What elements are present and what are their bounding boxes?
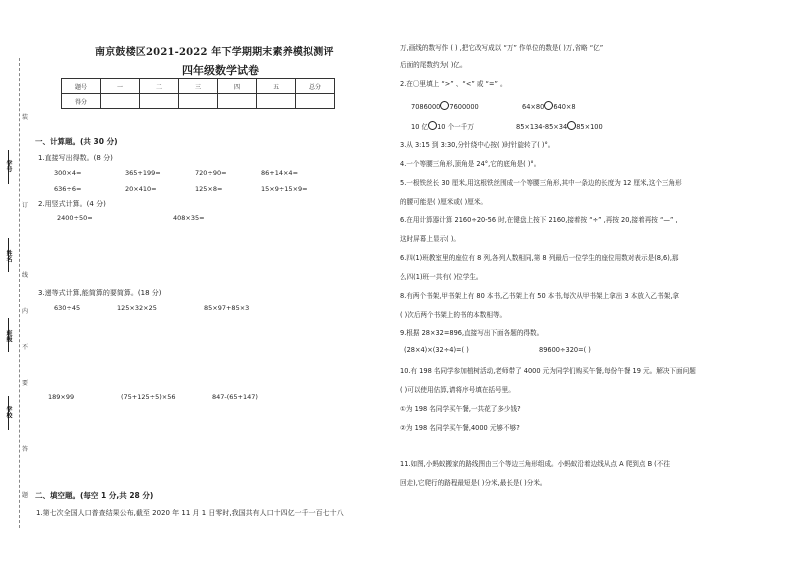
compare-circle[interactable]	[428, 121, 437, 130]
q3: 3.从 3:15 到 3:30,分针绕中心按( )时针旋转了( )°。	[400, 141, 555, 149]
binding-dashed-line	[19, 58, 20, 528]
compare-left: 7086000	[411, 103, 441, 111]
calc-item: 365+199=	[125, 169, 161, 177]
calc-item: 636÷6=	[54, 185, 82, 193]
binding-label-student-id: 学号	[5, 160, 12, 172]
q9-item: 89600÷320=( )	[539, 346, 591, 354]
score-cell: 题号	[62, 79, 101, 94]
calc-item: 85×97+85×3	[204, 304, 250, 312]
score-cell: 五	[257, 79, 296, 94]
exam-subtitle: 四年级数学试卷	[182, 64, 259, 77]
score-cell: 三	[179, 79, 218, 94]
q10-line1: 10.有 198 名同学参加植树活动,老师带了 4000 元为同学们购买午餐,每份午餐 19 元。解决下面问题	[400, 367, 696, 375]
q5-line1: 5.一根铁丝长 30 厘米,用这根铁丝围成一个等腰三角形,其中一条边的长度为 12 厘米,这个三角形	[400, 179, 682, 187]
compare-left: 85×134-85×34	[516, 123, 568, 131]
calc-item: 720÷90=	[195, 169, 227, 177]
q8-line2: ( )次后两个书架上的书的本数相等。	[400, 311, 507, 319]
score-table	[61, 78, 335, 109]
score-cell: 得分	[62, 94, 101, 109]
section2-q1-start: 1.第七次全国人口普查结果公布,截至 2020 年 11 月 1 日零时,我国共有人口十四亿一千一百七十八	[36, 509, 344, 517]
calc-item: 847-(65+147)	[212, 393, 258, 401]
calc-item: 125×32×25	[117, 304, 157, 312]
q7-line1: 6.四(1)班教室里的座位有 8 列,各列人数相同,第 8 列最后一位学生的座位用数对表示是(8,6),那	[400, 254, 679, 262]
calc-item: (75+125÷5)×56	[121, 393, 176, 401]
compare-right: 10 个一千万	[437, 123, 474, 131]
q4: 4.一个等腰三角形,顶角是 24°,它的底角是( )°。	[400, 160, 541, 168]
q9-item: (28×4)×(32÷4)=( )	[404, 346, 469, 354]
score-input-cell	[101, 94, 140, 109]
calc-item: 86+14×4=	[261, 169, 299, 177]
section1-q2-title: 2.用竖式计算。(4 分)	[38, 200, 106, 208]
exam-title: 南京鼓楼区2021-2022 年下学期期末素养模拟测评	[95, 47, 334, 58]
compare-row-1b	[522, 101, 576, 111]
calc-item: 189×99	[48, 393, 75, 401]
q8-line1: 8.有两个书架,甲书架上有 80 本书,乙书架上有 50 本书,每次从甲书架上拿出 3 本放入乙书架,拿	[400, 292, 680, 300]
binding-cut-char: 答	[22, 446, 29, 453]
binding-cut-char: 内	[22, 308, 29, 315]
compare-row-2b	[516, 121, 603, 131]
binding-cut-char: 订	[22, 202, 29, 209]
q10-option-1: ①为 198 名同学买午餐,一共花了多少钱?	[400, 405, 521, 413]
calc-item: 20×410=	[125, 185, 157, 193]
section1-q1-title: 1.直接写出得数。(8 分)	[38, 154, 113, 162]
score-cell: 一	[101, 79, 140, 94]
calc-item: 2400÷50=	[57, 214, 93, 222]
score-input-cell	[296, 94, 335, 109]
calc-item: 300×4=	[54, 169, 82, 177]
q1-continued-line2: 后面的尾数约为( )亿。	[400, 61, 467, 69]
calc-item: 15×9÷15×9=	[261, 185, 308, 193]
compare-circle[interactable]	[544, 101, 553, 110]
compare-left: 10 亿	[411, 123, 429, 131]
compare-left: 64×80	[522, 103, 545, 111]
binding-cut-char: 装	[22, 114, 29, 121]
q11-line2: 回走),它爬行的路程最短是( )分米,最长是( )分米。	[400, 479, 547, 487]
score-input-cell	[179, 94, 218, 109]
q5-line2: 的腰可能是( )厘米或( )厘米。	[400, 198, 488, 206]
compare-row-2	[411, 121, 474, 131]
binding-cut-char: 要	[22, 380, 29, 387]
binding-cut-char: 线	[22, 272, 29, 279]
score-cell: 四	[218, 79, 257, 94]
q1-continued-line1: 万,画线的数写作 ( ) ,把它改写成以 “万” 作单位的数是( )万,省略 “亿”	[400, 44, 604, 52]
calc-item: 125×8=	[195, 185, 223, 193]
q10-line2: ( )可以使用估算,请将序号填在括号里。	[400, 386, 515, 394]
compare-circle[interactable]	[567, 121, 576, 130]
section1-q3-title: 3.递等式计算,能简算的要简算。(18 分)	[38, 289, 162, 297]
score-table-score-row	[62, 94, 335, 109]
binding-cut-char: 不	[22, 344, 29, 351]
section1-title: 一、计算题。(共 30 分)	[35, 137, 118, 146]
score-table-header-row	[62, 79, 335, 94]
section2-title: 二、填空题。(每空 1 分,共 28 分)	[35, 491, 154, 500]
calc-item: 630÷45	[54, 304, 81, 312]
compare-right: 85×100	[576, 123, 603, 131]
q6-line1: 6.在用计算器计算 2160÷20-56 时,在键盘上按下 2160,接着按 “÷” ,再按 20,接着再按 “—” ,	[400, 216, 678, 224]
score-cell: 总分	[296, 79, 335, 94]
q10-option-2: ②为 198 名同学买午餐,4000 元够不够?	[400, 424, 520, 432]
q11-line1: 11.如图,小蚂蚁搬家的路线图由三个等边三角形组成。小蚂蚁沿着边线从点 A 爬到点 B (不往	[400, 460, 670, 468]
score-cell: 二	[140, 79, 179, 94]
score-input-cell	[257, 94, 296, 109]
score-input-cell	[140, 94, 179, 109]
calc-item: 408×35=	[173, 214, 205, 222]
binding-cut-char: 题	[22, 492, 29, 499]
binding-label-class: 班级	[5, 330, 12, 342]
binding-label-name: 姓名	[5, 250, 12, 262]
compare-right: 7600000	[449, 103, 479, 111]
q6-line2: 这时屏幕上显示( )。	[400, 235, 460, 243]
compare-right: 640×8	[553, 103, 576, 111]
q9-title: 9.根据 28×32=896,直接写出下面各题的得数。	[400, 329, 544, 337]
compare-row-1	[411, 101, 479, 111]
binding-label-school: 学校	[5, 406, 12, 418]
score-input-cell	[218, 94, 257, 109]
q7-line2: 么四(1)班一共有( )位学生。	[400, 273, 483, 281]
q2-title: 2.在〇里填上 “>” 、“<” 或 “=” 。	[400, 80, 507, 88]
